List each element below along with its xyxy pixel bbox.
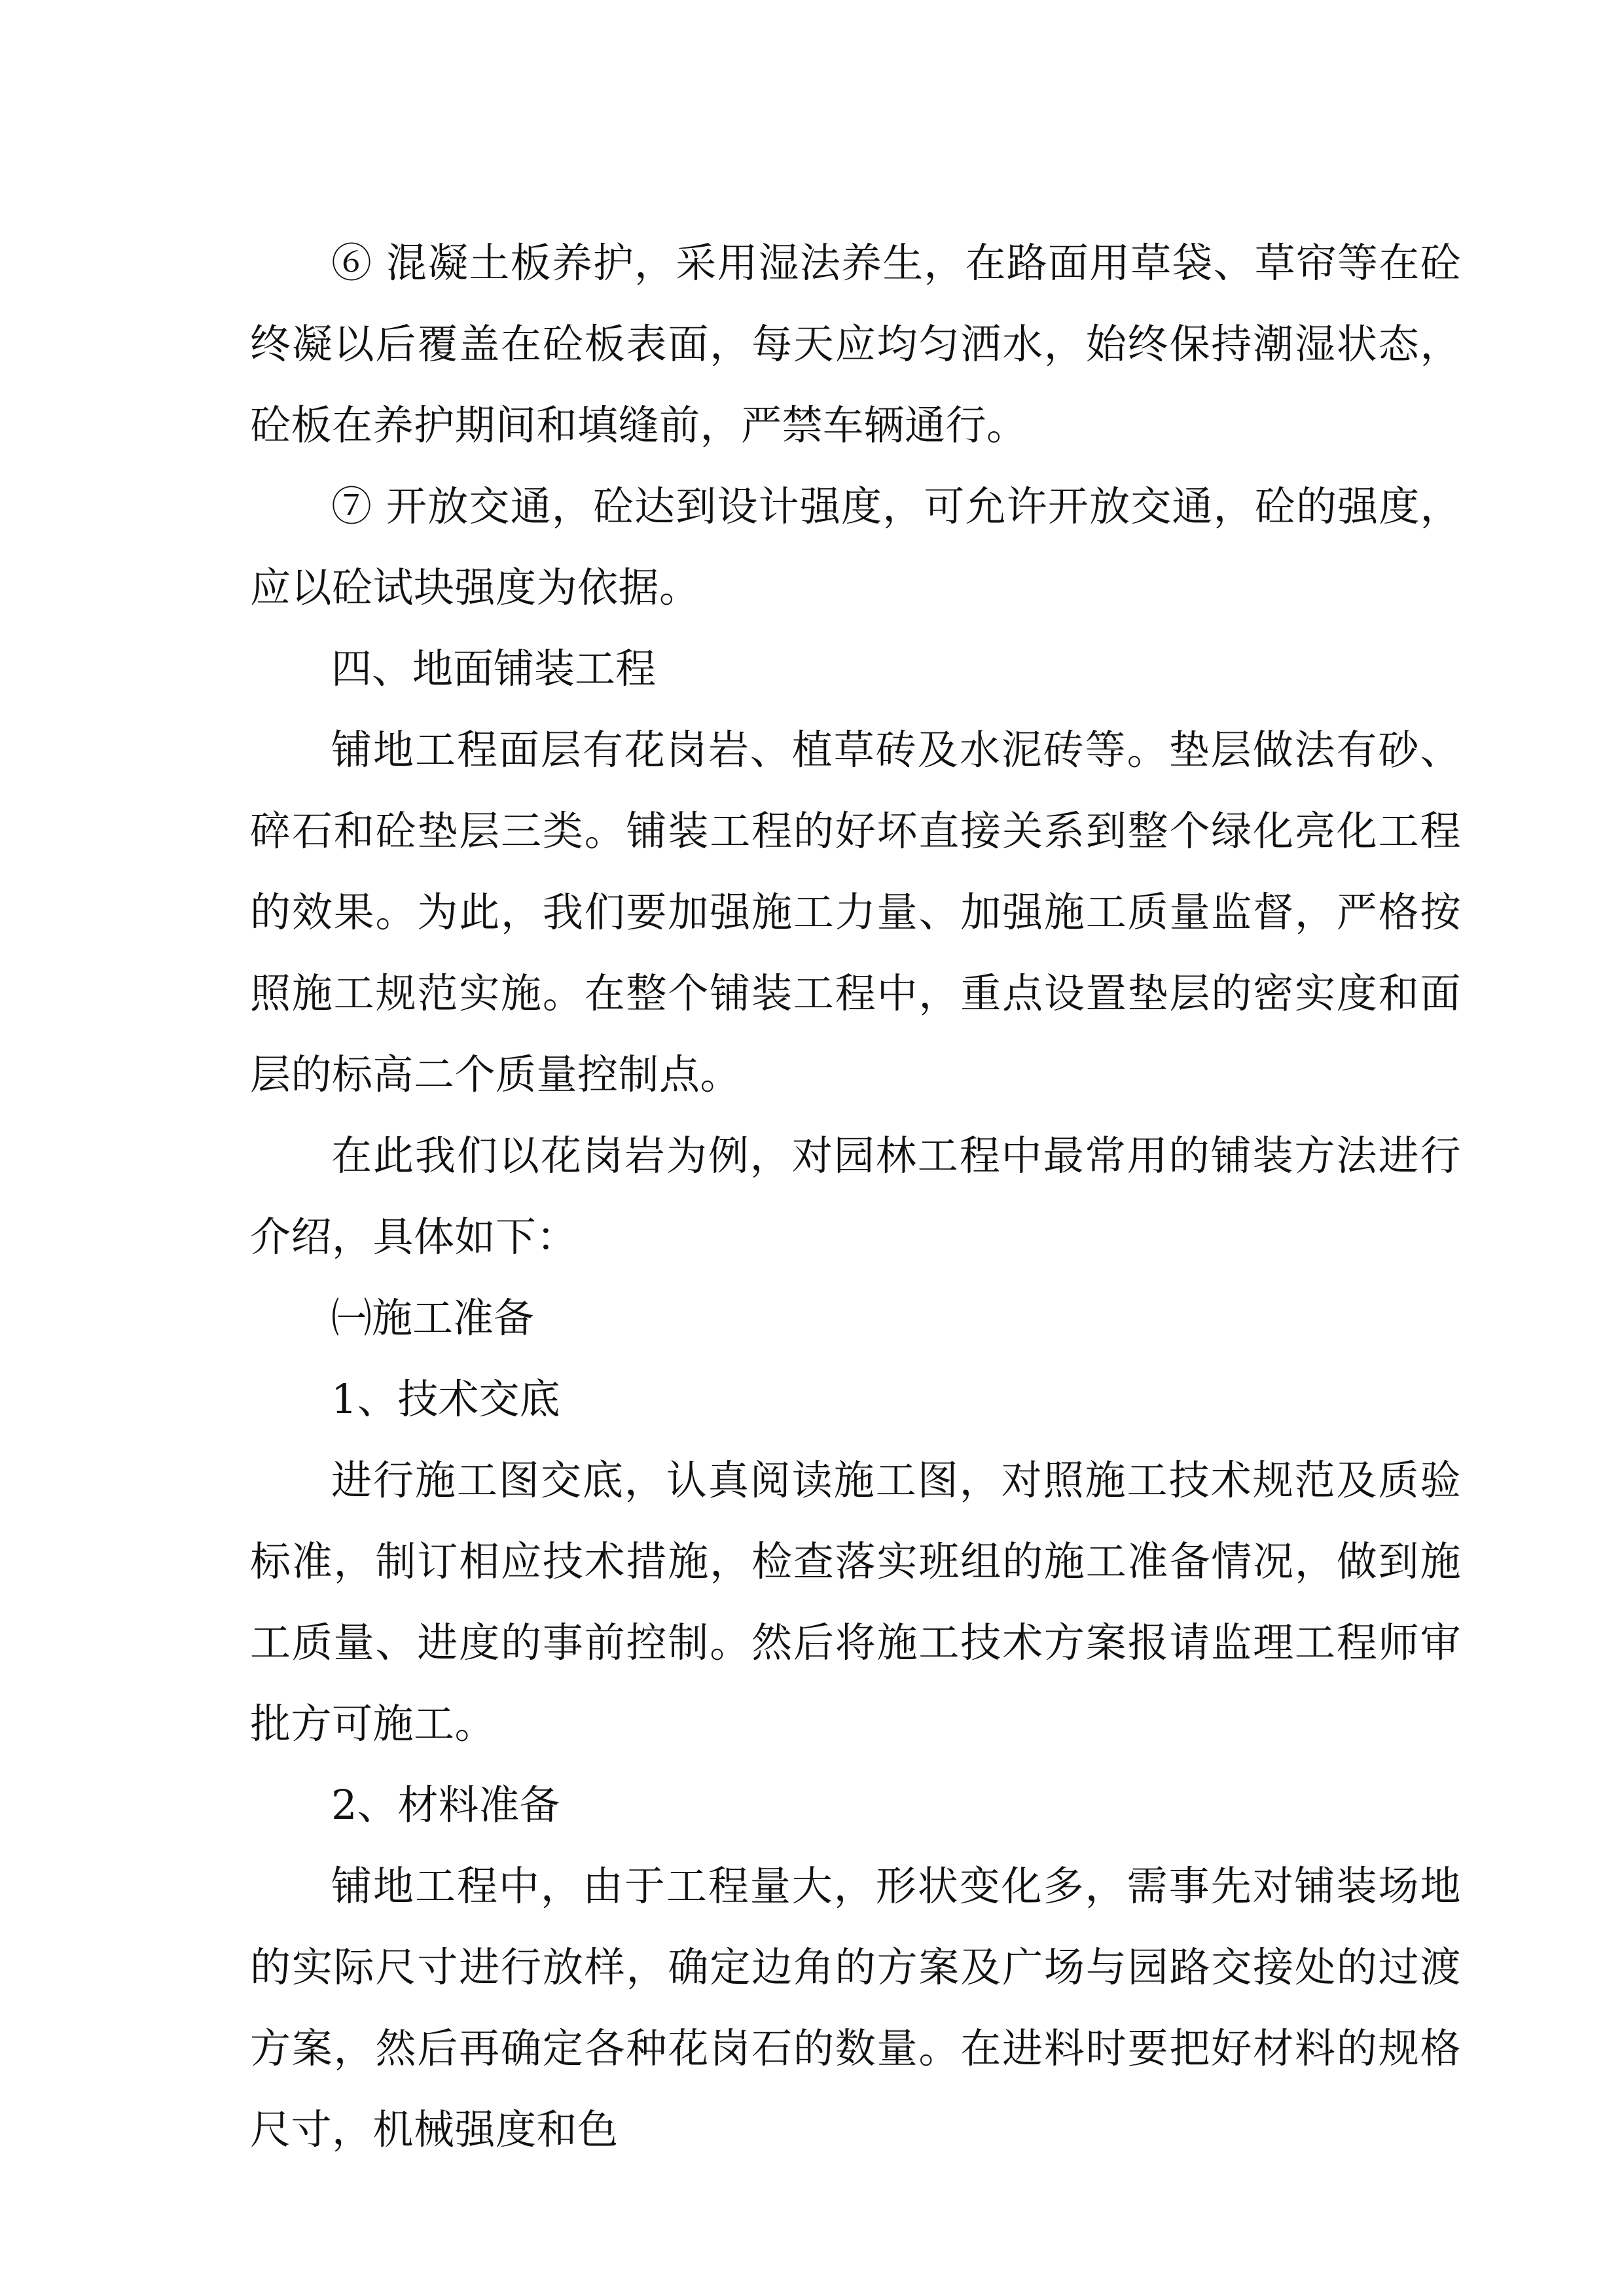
paragraph-curing: ⑥ 混凝土板养护，采用湿法养生，在路面用草袋、草帘等在砼终凝以后覆盖在砼板表面，每天应均匀洒水，始终保持潮湿状态，砼板在养护期间和填缝前，严禁车辆通行。 [250,239,1461,449]
paragraph-granite-example: 在此我们以花岗岩为例，对园林工程中最常用的铺装方法进行介绍，具体如下： [250,1132,1461,1261]
section-heading-paving: 四、地面铺装工程 [331,645,657,692]
subheading-technical-briefing: 1、技术交底 [331,1375,560,1423]
document-body [250,223,1461,2170]
paragraph-open-traffic: ⑦ 开放交通，砼达到设计强度，可允许开放交通，砼的强度，应以砼试块强度为依据。 [250,482,1461,611]
paragraph-technical-briefing: 进行施工图交底，认真阅读施工图，对照施工技术规范及质验标准，制订相应技术措施，检查落实班组的施工准备情况，做到施工质量、进度的事前控制。然后将施工技术方案报请监理工程师审批方可施工。 [250,1456,1461,1748]
paragraph-material-preparation: 铺地工程中，由于工程量大，形状变化多，需事先对铺装场地的实际尺寸进行放样，确定边角的方案及广场与园路交接处的过渡方案，然后再确定各种花岗石的数量。在进料时要把好材料的规格尺寸，机械强度和色 [250,1862,1461,2153]
subheading-preparation: ㈠施工准备 [331,1294,535,1342]
paragraph-paving-overview: 铺地工程面层有花岗岩、植草砖及水泥砖等。垫层做法有砂、碎石和砼垫层三类。铺装工程的好坏直接关系到整个绿化亮化工程的效果。为此，我们要加强施工力量、加强施工质量监督，严格按照施工规范实施。在整个铺装工程中，重点设置垫层的密实度和面层的标高二个质量控制点。 [250,726,1461,1098]
subheading-material-preparation: 2、材料准备 [331,1781,560,1829]
